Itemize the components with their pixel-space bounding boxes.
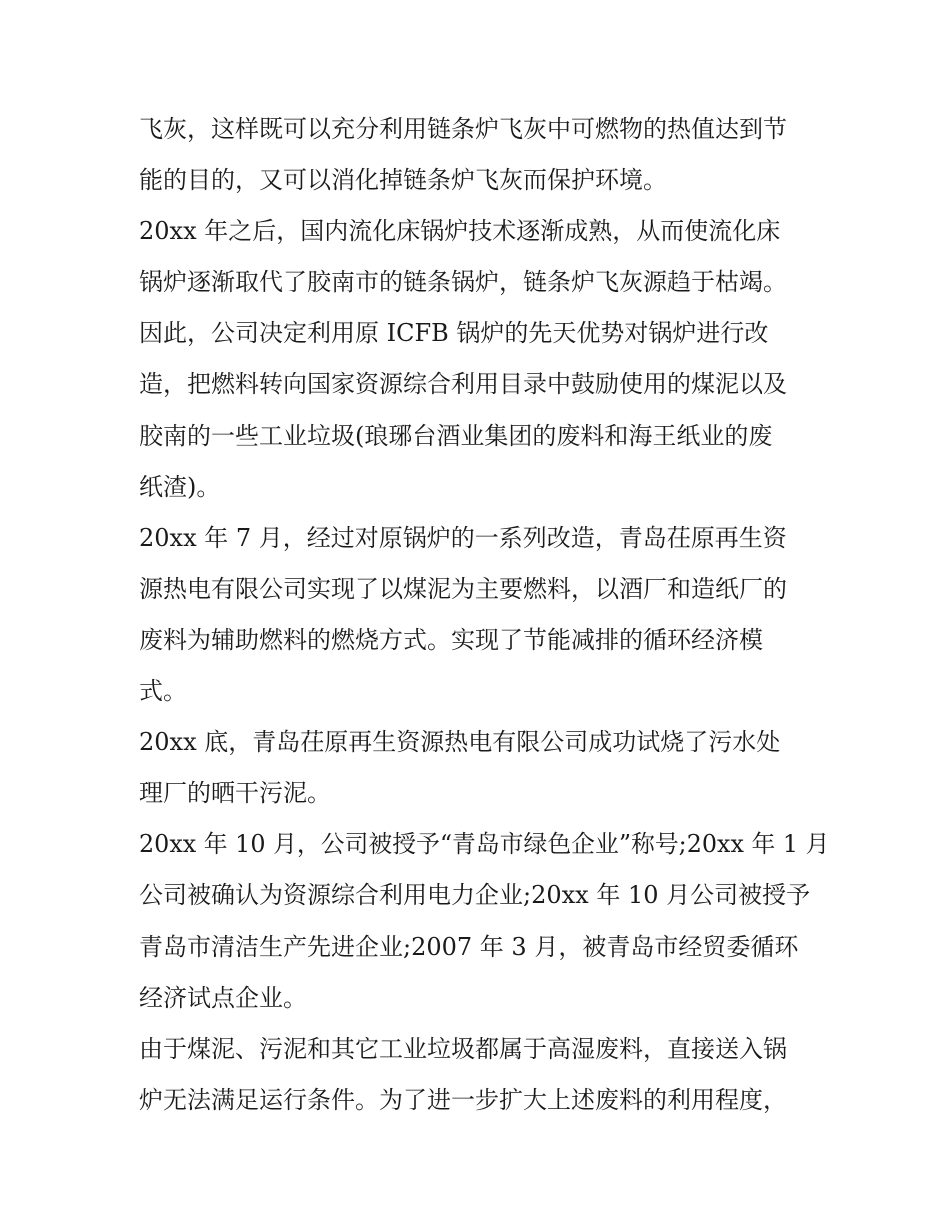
text-line: 飞灰，这样既可以充分利用链条炉飞灰中可燃物的热值达到节	[139, 115, 787, 143]
text-line: 式。	[139, 677, 187, 706]
text-line: 因此，公司决定利用原 ICFB 锅炉的先天优势对锅炉进行改	[139, 319, 769, 348]
text-line: 20xx 底，青岛茌原再生资源热电有限公司成功试烧了污水处	[139, 728, 781, 757]
text-line: 经济试点企业。	[139, 983, 307, 1012]
text-line: 锅炉逐渐取代了胶南市的链条锅炉，链条炉飞灰源趋于枯竭。	[139, 268, 787, 297]
text-line: 理厂的晒干污泥。	[139, 779, 331, 808]
text-line: 源热电有限公司实现了以煤泥为主要燃料，以酒厂和造纸厂的	[139, 574, 787, 603]
text-line: 由于煤泥、污泥和其它工业垃圾都属于高湿废料，直接送入锅	[139, 1034, 787, 1063]
text-line: 废料为辅助燃料的燃烧方式。实现了节能减排的循环经济模	[139, 625, 763, 654]
text-line: 20xx 年之后，国内流化床锅炉技术逐渐成熟，从而使流化床	[139, 217, 781, 246]
text-line: 能的目的，又可以消化掉链条炉飞灰而保护环境。	[139, 166, 667, 195]
text-line: 20xx 年 7 月，经过对原锅炉的一系列改造，青岛茌原再生资	[139, 523, 787, 552]
text-line: 20xx 年 10 月，公司被授予“青岛市绿色企业”称号;20xx 年 1 月	[139, 830, 830, 859]
text-line: 胶南的一些工业垃圾(琅琊台酒业集团的废料和海王纸业的废	[139, 421, 773, 450]
text-line: 纸渣)。	[139, 472, 221, 501]
text-line: 造，把燃料转向国家资源综合利用目录中鼓励使用的煤泥以及	[139, 370, 787, 399]
document-body	[139, 104, 829, 1126]
text-line: 青岛市清洁生产先进企业;2007 年 3 月，被青岛市经贸委循环	[139, 932, 799, 961]
text-line: 炉无法满足运行条件。为了进一步扩大上述废料的利用程度，	[139, 1085, 787, 1114]
text-line: 公司被确认为资源综合利用电力企业;20xx 年 10 月公司被授予	[139, 881, 811, 910]
